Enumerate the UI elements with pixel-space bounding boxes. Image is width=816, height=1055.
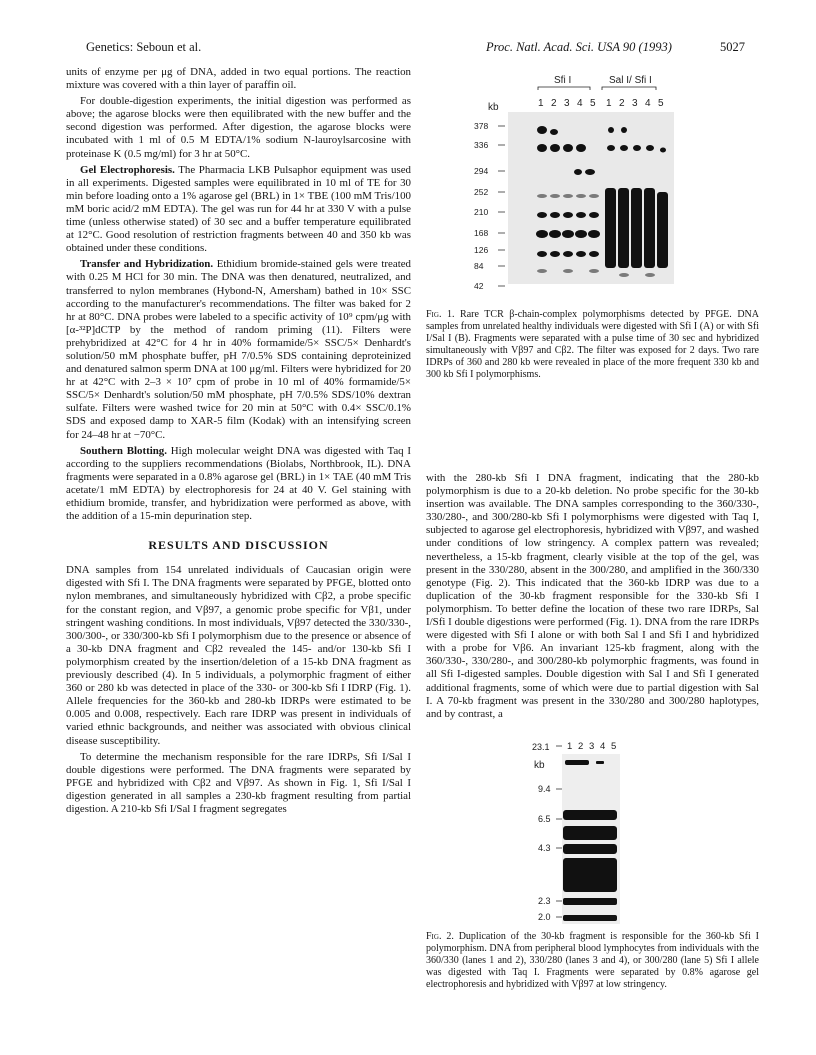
- fig1-band: [646, 145, 654, 151]
- southern-blotting-paragraph: [66, 445, 411, 524]
- fig2-blot: [562, 754, 620, 924]
- fig1-faint-band: [550, 194, 560, 198]
- fig1-size-marker-list: [474, 121, 488, 291]
- fig1-band: [575, 230, 587, 238]
- fig1-blot: [508, 112, 674, 284]
- fig1-band: [608, 127, 614, 133]
- paragraph-text: Ethidium bromide-stained gels were treated with 0.25 M HCl for 30 min. The DNA was then denatured, neutralized, and transferred to nylon membranes (Hybond-N, Amersham) bathed in 10× SSC according to the manufacturer's recommendations. The filter was baked for 2 hr at 80°C. DNA probes were labeled to a specific activity of 10⁹ cpm/μg with [α-³²P]dCTP by the method of random priming (11). Filters were prehybridized at 42°C for 4 hr in 40% formamide/5× SSC/5× Denhardt's solution/50 mM phosphate buffer, pH 7/0.5% SDS containing deproteinized and denatured salmon sperm DNA at 100 μg/ml. Filters were hybridized for 20 hr at 42°C with 2–3 × 10⁷ cpm of probe in 10 ml of 40% formamide/5× SSC/5× Denhardt's solution/50 mM phosphate, pH 7/0.5% SDS/10% dextran sulfate. Filters were washed twice for 20 min at 50°C with 0.4× SSC/0.1% SDS and exposed damp to XAR-5 film (Kodak) with an intensifying screen for 24–48 hr at −70°C.: [66, 258, 411, 441]
- fig1-band: [620, 145, 628, 151]
- results-paragraph: To determine the mechanism responsible for the rare IDRPs, Sfi I/Sal I double digestions were performed. The DNA fragments were separated by PFGE and hybridized with Cβ2 and Vβ97. As shown in Fig. 1, Sfi I/Sal I digestion generated in all samples a 230-kb fragment resulting from partial digestion. A 210-kb Sfi I/Sal I fragment segregates: [66, 750, 411, 815]
- fig2-lane-number: 2: [578, 741, 584, 752]
- fig1-size-marker: 294: [474, 166, 489, 176]
- runin-heading: Southern Blotting.: [80, 444, 167, 457]
- fig1-lane-number-row: [538, 98, 664, 109]
- fig1-band: [550, 251, 560, 257]
- fig2-lane-number: 1: [567, 741, 573, 752]
- fig2-band: [563, 826, 617, 840]
- fig1-faint-band: [537, 269, 547, 273]
- fig1-band: [576, 251, 586, 257]
- right-column: [426, 472, 759, 724]
- fig1-lane-number: 4: [645, 98, 651, 109]
- fig1-group-label-sfi: Sfi I: [554, 75, 572, 86]
- fig1-lane-number: 3: [564, 98, 570, 109]
- fig1-band: [644, 188, 655, 268]
- fig2-size-marker: 9.4: [538, 784, 551, 794]
- fig1-band: [589, 212, 599, 218]
- fig2-lane-number: 4: [600, 741, 606, 752]
- fig1-lane-number: 2: [551, 98, 557, 109]
- fig1-lane-number: 1: [606, 98, 612, 109]
- fig1-group-label-salsfi: Sal I/ Sfi I: [609, 75, 652, 86]
- fig2-band: [563, 898, 617, 905]
- methods-paragraph: units of enzyme per μg of DNA, added in two equal portions. The reaction mixture was covered with a thin layer of paraffin oil.: [66, 66, 411, 92]
- fig2-size-marker: 2.0: [538, 912, 551, 922]
- fig1-band: [588, 230, 600, 238]
- fig2-size-marker: 23.1: [532, 742, 550, 752]
- fig2-band: [563, 915, 617, 921]
- fig1-lane-number: 3: [632, 98, 638, 109]
- gel-electrophoresis-paragraph: [66, 164, 411, 256]
- results-paragraph: DNA samples from 154 unrelated individuals of Caucasian origin were digested with Sfi I. The DNA fragments were separated by PFGE, blotted onto nylon membranes, and simultaneously hybridized with Cβ2, a probe specific for the constant region, and Vβ97, a genomic probe specific for Vβ1, under stringent washing conditions. In most individuals, Vβ97 detected the 330/330-, 300/300-, or 330/300-kb Sfi I polymorphism due to the presence or absence of a 30-kb DNA fragment and Cβ2 revealed the 145- and/or 130-kb Sfi I polymorphism created by the insertion/deletion of a 15-kb DNA fragment as previously described (4). In 5 individuals, a polymorphic fragment of either 360 or 280 kb was detected in place of the 330- or 300-kb Sfi I IDRP (Fig. 1). Allele frequencies for the 360-kb and 280-kb IDRPs were estimated to be 0.005 and 0.008, respectively. Each rare IDRP was present in individuals of varied ethnic backgrounds, and neither was associated with obvious clinical disease susceptibility.: [66, 564, 411, 747]
- figure-1-gel: [472, 68, 732, 300]
- fig1-band: [633, 145, 641, 151]
- transfer-hybridization-paragraph: [66, 258, 411, 441]
- fig1-band: [536, 230, 548, 238]
- fig2-band: [565, 760, 589, 765]
- fig2-size-marker: 2.3: [538, 896, 551, 906]
- figure-1-caption: [426, 309, 759, 380]
- fig1-size-marker: 84: [474, 261, 484, 271]
- fig1-lane-number: 4: [577, 98, 583, 109]
- fig1-lane-number: 5: [658, 98, 664, 109]
- fig1-band: [550, 144, 560, 152]
- fig2-band: [563, 844, 617, 854]
- fig1-band: [576, 212, 586, 218]
- fig1-band: [537, 126, 547, 134]
- fig2-tick-marks: [556, 746, 562, 917]
- caption-text: Duplication of the 30-kb fragment is responsible for the 360-kb Sfi I polymorphism. DNA from peripheral blood lymphocytes from individuals with the 360/330 (lanes 1 and 2), 330/280 (lanes 3 and 4), or 300/280 (lane 5) Sfi I allele was digested with Taq I. Fragments were separated by 0.8% agarose gel electrophoresis and hybridized with Vβ97 at low stringency.: [426, 931, 759, 990]
- caption-text: Rare TCR β-chain-complex polymorphisms detected by PFGE. DNA samples from unrelated healthy individuals were digested with Sfi I (A) or with Sfi I/Sal I (B). Fragments were separated with a pulse time of 30 sec and hybridized simultaneously with Vβ97 and Cβ2. The filter was exposed for 2 days. Two rare IDRPs of 360 and 280 kb were revealed in place of the more frequent 330 kb and 300 kb Sfi I polymorphisms.: [426, 309, 759, 380]
- fig1-faint-band: [576, 194, 586, 198]
- runin-heading: Gel Electrophoresis.: [80, 163, 175, 176]
- fig2-lane-number: 3: [589, 741, 595, 752]
- fig1-band: [631, 188, 642, 268]
- methods-paragraph: For double-digestion experiments, the initial digestion was performed as above; the agarose blocks were then equilibrated with the new buffer and the second digestion was performed. After digestion, the agarose blocks were incubated with 1 ml of 0.5 M EDTA/1% sodium N-lauroylsarcosine with proteinase K (0.5 mg/ml) for 3 hr at 50°C.: [66, 95, 411, 160]
- paragraph-text: High molecular weight DNA was digested with Taq I according to the suppliers recommendations (Biolabs, Northbrook, IL). DNA fragments were separated in a 0.8% agarose gel (BRL) in 1× TAE (40 mM Tris acetate/1 mM EDTA) by electrophoresis for 24 at 40 V. Gel staining with ethidium bromide, transfer, and hybridization were performed as above, with the addition of a 15-min depurination step.: [66, 444, 412, 523]
- figure-2-caption: [426, 931, 759, 991]
- fig1-band: [537, 212, 547, 218]
- fig1-band: [576, 144, 586, 152]
- fig1-band: [621, 127, 627, 133]
- figure-label: Fig. 1.: [426, 309, 455, 320]
- fig1-band: [657, 192, 668, 268]
- fig2-size-marker: 4.3: [538, 843, 551, 853]
- fig1-band: [605, 188, 616, 268]
- page-number: 5027: [720, 40, 745, 54]
- paragraph-text: The Pharmacia LKB Pulsaphor equipment was used in all experiments. Digested samples were equilibrated in 10 ml of TE for 30 min before loading onto a 1% agarose gel (BRL) in 1× TBE (100 mM Tris/100 mM boric acid/2 mM EDTA). The gel was run for 44 hr at 330 V with a pulse time (unless otherwise stated) of 30 sec and a buffer temperature equilibrated at 12°C. Good resolution of restriction fragments between 40 and 350 kb was obtained under these conditions.: [66, 163, 411, 255]
- fig1-faint-band: [589, 269, 599, 273]
- section-heading-results: RESULTS AND DISCUSSION: [148, 538, 329, 553]
- fig1-group-bracket: [602, 87, 656, 90]
- fig1-size-marker: 210: [474, 207, 489, 217]
- fig1-size-marker: 42: [474, 281, 484, 291]
- fig1-band: [563, 212, 573, 218]
- fig1-band: [618, 188, 629, 268]
- fig2-size-marker: 6.5: [538, 814, 551, 824]
- fig1-band: [660, 148, 666, 153]
- fig1-faint-band: [645, 273, 655, 277]
- fig2-band: [563, 810, 617, 820]
- fig1-band: [607, 145, 615, 151]
- fig1-band: [550, 212, 560, 218]
- fig1-band: [585, 169, 595, 175]
- fig1-band: [563, 144, 573, 152]
- fig1-lane-number: 5: [590, 98, 596, 109]
- figure-2-gel: [532, 736, 652, 928]
- running-header-journal: Proc. Natl. Acad. Sci. USA 90 (1993): [486, 40, 672, 54]
- fig2-axis-unit: kb: [534, 760, 545, 771]
- fig2-band: [563, 858, 617, 892]
- fig1-tick-marks: [498, 126, 505, 286]
- results-paragraph: with the 280-kb Sfi I DNA fragment, indicating that the 280-kb polymorphism is due to a 20-kb deletion. No probe specific for the 30-kb insertion was available. The DNA samples corresponding to the 360/330-, 330/280-, and 300/280-kb Sfi I polymorphisms were digested with Taq I, subjected to agarose gel electrophoresis, hybridized with Vβ97, and washed under conditions of low stringency. A complex pattern was revealed; nevertheless, a 15-kb fragment, clearly visible at the top of the gel, was present in the 330/280, absent in the 300/280, and amplified in the 360/330 genotype (Fig. 2). This indicated that the 360-kb IDRP was due to a duplication of the 30-kb fragment responsible for the 330-kb Sfi I polymorphism. To better define the location of these two rare IDRPs, Sal I/Sfi I double digestions were performed (Fig. 1). DNA from the rare IDRPs were digested with Sfi I alone or with both Sal I and Sfi I and hybridized with a probe for Vβ6. An invariant 125-kb fragment, along with the 360/330-, 330/280-, and 300/280-kb polymorphic fragments, was found in all Sfi I-digested samples. Double digestion with Sal I and Sfi I generated additional fragments, some of which were due to partial digestion with Sal I. A 70-kb fragment was present in the 330/280 and 300/280 haplotypes, and by contrast, a: [426, 472, 759, 720]
- fig1-faint-band: [537, 194, 547, 198]
- fig1-size-marker: 336: [474, 140, 489, 150]
- fig1-faint-band: [563, 269, 573, 273]
- fig1-size-marker: 168: [474, 228, 489, 238]
- fig1-size-marker: 378: [474, 121, 489, 131]
- figure-label: Fig. 2.: [426, 931, 454, 942]
- left-column: [66, 66, 411, 819]
- fig1-band: [589, 251, 599, 257]
- fig2-lane-number-row: [567, 741, 616, 752]
- fig1-group-bracket: [538, 87, 590, 90]
- fig1-size-marker: 252: [474, 187, 489, 197]
- fig1-band: [563, 251, 573, 257]
- fig1-size-marker: 126: [474, 245, 489, 255]
- fig1-band: [537, 251, 547, 257]
- fig1-band: [537, 144, 547, 152]
- fig1-axis-unit: kb: [488, 102, 499, 113]
- fig1-lane-number: 1: [538, 98, 544, 109]
- fig2-lane-number: 5: [611, 741, 617, 752]
- fig1-lane-number: 2: [619, 98, 625, 109]
- fig1-band: [574, 169, 582, 175]
- fig1-band: [550, 129, 558, 135]
- fig2-band: [596, 761, 604, 764]
- runin-heading: Transfer and Hybridization.: [80, 258, 214, 271]
- fig1-faint-band: [563, 194, 573, 198]
- fig1-band: [549, 230, 561, 238]
- running-header-authors: Genetics: Seboun et al.: [86, 40, 202, 54]
- fig1-faint-band: [589, 194, 599, 198]
- fig1-faint-band: [619, 273, 629, 277]
- fig1-band: [562, 230, 574, 238]
